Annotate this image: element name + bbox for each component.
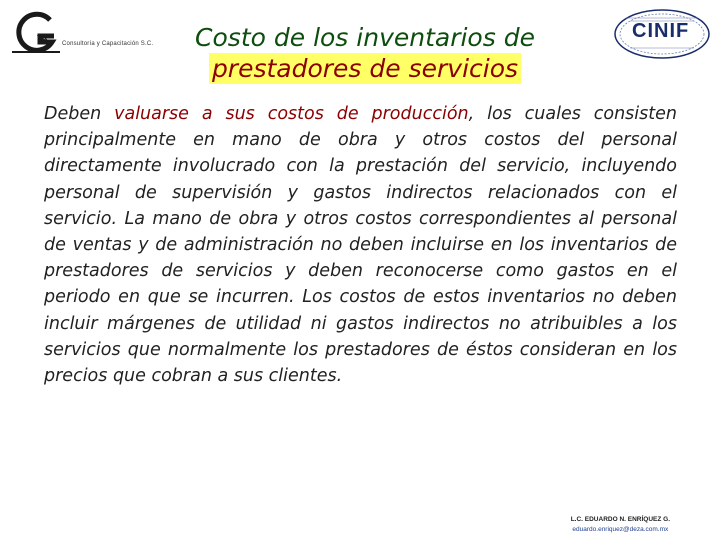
author-footer [571,516,670,533]
cinif-wordmark: CINIF [632,20,690,42]
body-paragraph [44,101,677,389]
company-name: Consultoría y Capacitación S.C. [62,41,154,47]
title-line-1: Costo de los inventarios de [195,23,535,52]
author-name: L.C. EDUARDO N. ENRÍQUEZ G. [570,516,670,523]
slide-title [150,22,580,84]
body-accent: valuarse a sus costos de producción [114,104,469,124]
cinif-logo [612,6,712,62]
body-lead: Deben [44,104,115,124]
logo-mark-letters: va [37,32,48,42]
body-rest: , los cuales consisten principalmente en mano de obra y otros costos del personal directamente involucrado con la prestación del servicio, incluyendo personal de supervisión y gastos indirectos relacionados con el servicio. La mano de obra y otros costos correspondientes al personal de ventas y de administración no deben incluirse en los inventarios de prestadores de servicios y deben reconocerse como gastos en el periodo en que se incurren. Los costos de estos inventarios no deben incluir márgenes de utilidad ni gastos indirectos no atribuibles a los servicios que normalmente los prestadores de éstos consideran en los precios que cobran a sus clientes. [44,104,677,387]
title-line-2: prestadores de servicios [209,53,521,84]
g-logo-icon [10,8,62,58]
consulting-logo [10,8,155,58]
author-email[interactable]: eduardo.enriquez@deza.com.mx [572,526,669,533]
